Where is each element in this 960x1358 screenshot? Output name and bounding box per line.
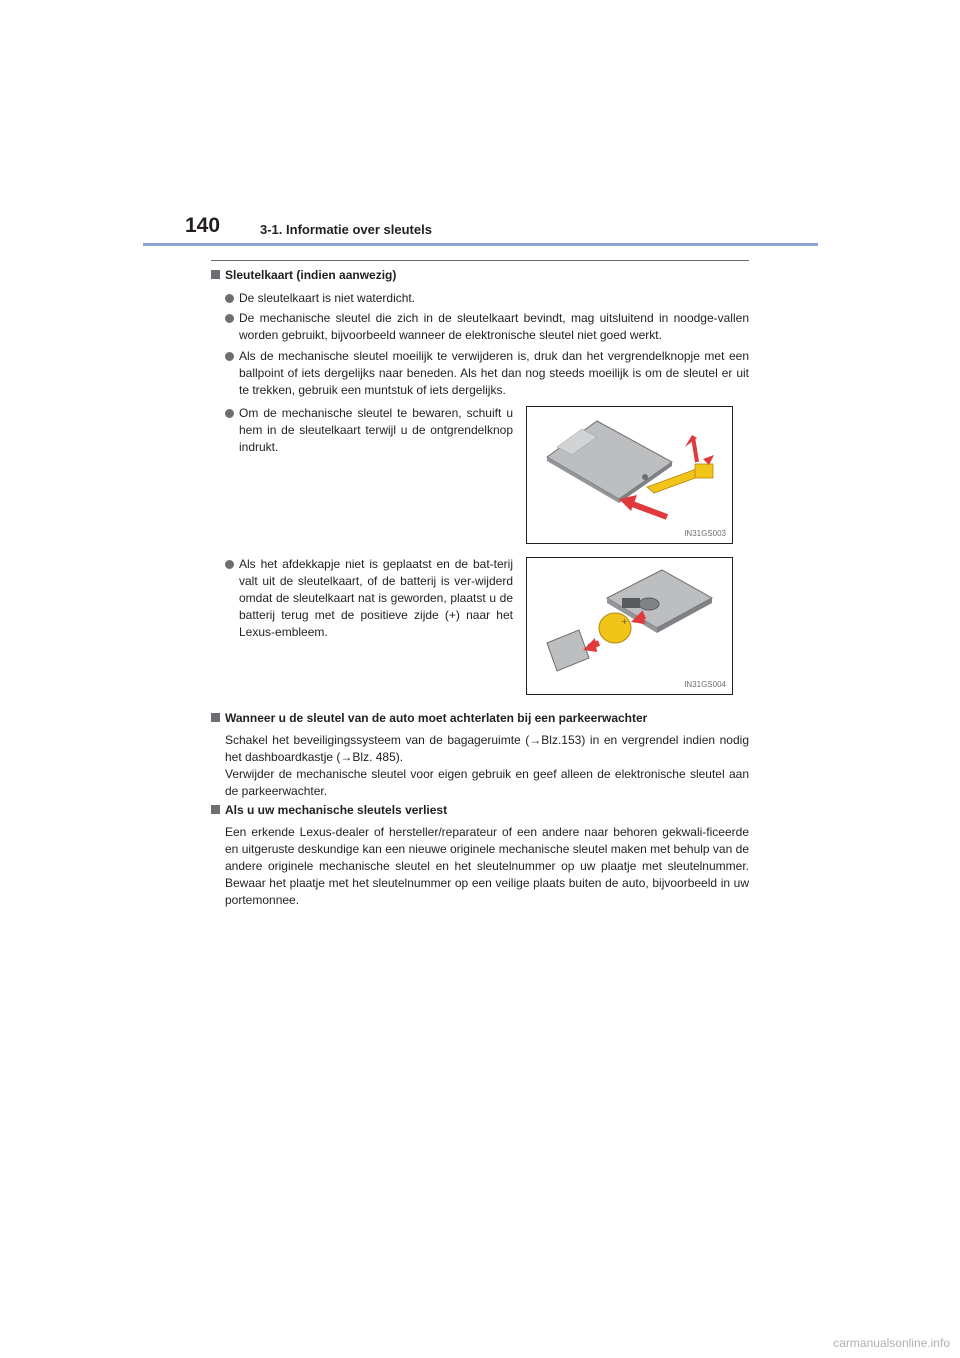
- round-bullet-icon: [225, 409, 234, 418]
- square-bullet-icon: [211, 713, 220, 722]
- bullet-battery: [225, 556, 513, 641]
- figure-code: IN31GS004: [684, 680, 726, 689]
- square-bullet-icon: [211, 270, 220, 279]
- bullet-text: Als het afdekkapje niet is geplaatst en de bat-terij valt uit de sleutelkaart, of de batterij is ver-wijderd omdat de sleutelkaart nat is geworden, plaatst u de batterij terug met de positieve zijde (+) naar het Lexus-embleem.: [239, 557, 513, 639]
- bullet-text: De mechanische sleutel die zich in de sleutelkaart bevindt, mag uitsluitend in noodge-vallen worden gebruikt, bijvoorbeeld wanneer de elektronische sleutel niet goed werkt.: [239, 311, 749, 342]
- valet-paragraph-2: Verwijder de mechanische sleutel voor eigen gebruik en geef alleen de elektronische sleutel aan de parkeerwachter.: [225, 767, 749, 798]
- square-bullet-icon: [211, 805, 220, 814]
- section-title: 3-1. Informatie over sleutels: [260, 222, 432, 237]
- bullet-waterproof: [225, 290, 749, 307]
- figure-code: IN31GS003: [684, 529, 726, 538]
- bullet-mechanical-key-emergency: [225, 310, 749, 344]
- figure-battery: [526, 557, 733, 695]
- round-bullet-icon: [225, 294, 234, 303]
- valet-heading-text: Wanneer u de sleutel van de auto moet achterlaten bij een parkeerwachter: [225, 711, 648, 725]
- bullet-removal-tip: [225, 348, 749, 399]
- round-bullet-icon: [225, 314, 234, 323]
- bullet-text: Om de mechanische sleutel te bewaren, schuift u hem in de sleutelkaart terwijl u de ontgrendelknop indrukt.: [239, 406, 513, 454]
- valet-paragraph-1: Schakel het beveiligingssysteem van de bagageruimte (→Blz.153) in en vergrendel indien nodig het dashboardkastje (→Blz. 485).: [225, 733, 749, 764]
- watermark: carmanualsonline.info: [833, 1336, 950, 1350]
- round-bullet-icon: [225, 352, 234, 361]
- bullet-store-key: [225, 405, 513, 456]
- figure-key-insert: [526, 406, 733, 544]
- bullet-text: De sleutelkaart is niet waterdicht.: [239, 291, 416, 305]
- round-bullet-icon: [225, 560, 234, 569]
- lost-keys-heading-text: Als u uw mechanische sleutels verliest: [225, 803, 448, 817]
- page-number: 140: [185, 214, 221, 237]
- svg-text:+: +: [621, 617, 628, 626]
- key-card-insert-illustration: [527, 407, 732, 543]
- key-card-heading: [211, 268, 396, 282]
- content-rule: [211, 260, 749, 261]
- battery-insert-illustration: [527, 558, 732, 694]
- valet-heading: [211, 711, 647, 725]
- key-card-heading-text: Sleutelkaart (indien aanwezig): [225, 268, 397, 282]
- bullet-text: Als de mechanische sleutel moeilijk te verwijderen is, druk dan het vergrendelknopje met een ballpoint of iets dergelijks naar beneden. Als het dan nog steeds moeilijk is om de sleutel er uit te trekken, gebruik een muntstuk of iets dergelijks.: [239, 349, 749, 397]
- header-rule: [143, 243, 818, 246]
- lost-keys-heading: [211, 803, 447, 817]
- lost-keys-paragraph: Een erkende Lexus-dealer of hersteller/reparateur of een andere naar behoren gekwali-ficeerde en uitgeruste deskundige kan een nieuwe originele mechanische sleutel maken met behulp van de andere originele mechanische sleutel en het sleutelnummer op uw plaatje met sleutelnummer. Bewaar het plaatje met het sleutelnummer op een veilige plaats buiten de auto, bijvoorbeeld in uw portemonnee.: [225, 825, 749, 907]
